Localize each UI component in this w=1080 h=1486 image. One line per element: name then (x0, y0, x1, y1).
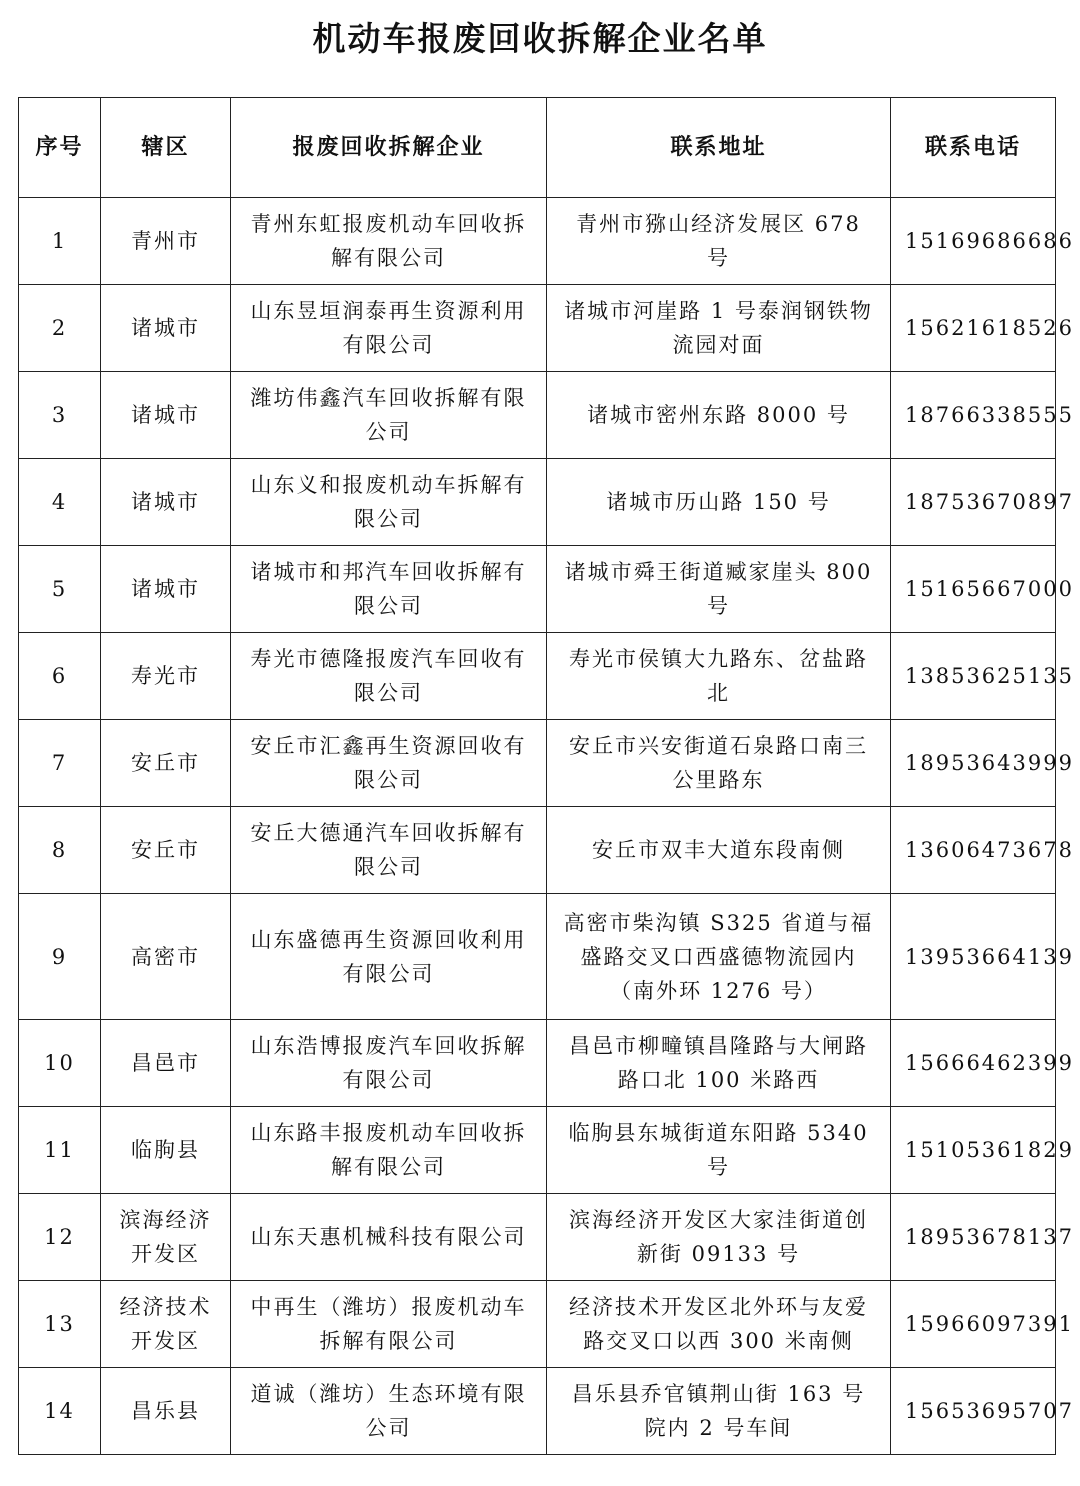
cell-address: 诸城市河崖路 1 号泰润钢铁物流园对面 (547, 285, 891, 372)
cell-serial-number: 10 (19, 1020, 101, 1107)
header-address: 联系地址 (547, 98, 891, 198)
cell-serial-number: 14 (19, 1368, 101, 1455)
cell-district: 诸城市 (101, 546, 231, 633)
cell-serial-number: 11 (19, 1107, 101, 1194)
table-row (19, 546, 1056, 633)
company-roster-table (18, 97, 1074, 1455)
cell-serial-number: 2 (19, 285, 101, 372)
table-row (19, 807, 1056, 894)
cell-address: 寿光市侯镇大九路东、岔盐路北 (547, 633, 891, 720)
cell-district: 诸城市 (101, 285, 231, 372)
cell-company: 山东昱垣润泰再生资源利用有限公司 (231, 285, 547, 372)
cell-phone: 18753670897 (891, 459, 1056, 546)
cell-company: 道诚（潍坊）生态环境有限公司 (231, 1368, 547, 1455)
document-title: 机动车报废回收拆解企业名单 (312, 19, 768, 58)
cell-serial-number: 6 (19, 633, 101, 720)
cell-phone: 15653695707 (891, 1368, 1056, 1455)
cell-address: 诸城市密州东路 8000 号 (547, 372, 891, 459)
cell-serial-number: 12 (19, 1194, 101, 1281)
cell-district: 安丘市 (101, 720, 231, 807)
table-row (19, 633, 1056, 720)
cell-company: 山东天惠机械科技有限公司 (231, 1194, 547, 1281)
cell-serial-number: 8 (19, 807, 101, 894)
cell-district: 经济技术开发区 (101, 1281, 231, 1368)
cell-district: 诸城市 (101, 459, 231, 546)
cell-serial-number: 4 (19, 459, 101, 546)
cell-phone: 18953678137 (891, 1194, 1056, 1281)
table-header-row (19, 98, 1056, 198)
header-serial-number: 序号 (19, 98, 101, 198)
cell-phone: 13953664139 (891, 894, 1056, 1020)
cell-company: 安丘市汇鑫再生资源回收有限公司 (231, 720, 547, 807)
cell-phone: 15966097391 (891, 1281, 1056, 1368)
cell-address: 诸城市历山路 150 号 (547, 459, 891, 546)
table-row (19, 720, 1056, 807)
cell-company: 山东浩博报废汽车回收拆解有限公司 (231, 1020, 547, 1107)
cell-phone: 13853625135 (891, 633, 1056, 720)
cell-address: 滨海经济开发区大家洼街道创新街 09133 号 (547, 1194, 891, 1281)
table-row (19, 1020, 1056, 1107)
cell-district: 青州市 (101, 198, 231, 285)
cell-address: 安丘市双丰大道东段南侧 (547, 807, 891, 894)
cell-address: 青州市猕山经济发展区 678 号 (547, 198, 891, 285)
cell-phone: 15621618526 (891, 285, 1056, 372)
cell-serial-number: 3 (19, 372, 101, 459)
table-row (19, 285, 1056, 372)
cell-district: 寿光市 (101, 633, 231, 720)
cell-address: 诸城市舜王街道臧家崖头 800 号 (547, 546, 891, 633)
cell-company: 青州东虹报废机动车回收拆解有限公司 (231, 198, 547, 285)
cell-company: 诸城市和邦汽车回收拆解有限公司 (231, 546, 547, 633)
cell-phone: 18766338555 (891, 372, 1056, 459)
table-row (19, 459, 1056, 546)
cell-phone: 15169686686 (891, 198, 1056, 285)
cell-district: 安丘市 (101, 807, 231, 894)
table-row (19, 1107, 1056, 1194)
cell-district: 昌乐县 (101, 1368, 231, 1455)
cell-serial-number: 13 (19, 1281, 101, 1368)
cell-district: 高密市 (101, 894, 231, 1020)
cell-serial-number: 5 (19, 546, 101, 633)
cell-company: 山东义和报废机动车拆解有限公司 (231, 459, 547, 546)
cell-district: 昌邑市 (101, 1020, 231, 1107)
table-row (19, 1368, 1056, 1455)
cell-address: 安丘市兴安街道石泉路口南三公里路东 (547, 720, 891, 807)
table-row (19, 894, 1056, 1020)
table-row (19, 1281, 1056, 1368)
cell-address: 昌乐县乔官镇荆山街 163 号院内 2 号车间 (547, 1368, 891, 1455)
table-row (19, 372, 1056, 459)
table-row (19, 1194, 1056, 1281)
cell-phone: 18953643999 (891, 720, 1056, 807)
cell-address: 高密市柴沟镇 S325 省道与福盛路交叉口西盛德物流园内（南外环 1276 号） (547, 894, 891, 1020)
cell-company: 寿光市德隆报废汽车回收有限公司 (231, 633, 547, 720)
header-phone: 联系电话 (891, 98, 1056, 198)
header-company: 报废回收拆解企业 (231, 98, 547, 198)
cell-company: 山东路丰报废机动车回收拆解有限公司 (231, 1107, 547, 1194)
cell-phone: 15105361829 (891, 1107, 1056, 1194)
cell-district: 诸城市 (101, 372, 231, 459)
cell-company: 安丘大德通汽车回收拆解有限公司 (231, 807, 547, 894)
cell-phone: 15165667000 (891, 546, 1056, 633)
cell-district: 滨海经济开发区 (101, 1194, 231, 1281)
cell-serial-number: 9 (19, 894, 101, 1020)
header-district: 辖区 (101, 98, 231, 198)
cell-phone: 15666462399 (891, 1020, 1056, 1107)
cell-address: 昌邑市柳疃镇昌隆路与大闸路路口北 100 米路西 (547, 1020, 891, 1107)
cell-company: 潍坊伟鑫汽车回收拆解有限公司 (231, 372, 547, 459)
cell-serial-number: 7 (19, 720, 101, 807)
cell-address: 经济技术开发区北外环与友爱路交叉口以西 300 米南侧 (547, 1281, 891, 1368)
cell-company: 中再生（潍坊）报废机动车拆解有限公司 (231, 1281, 547, 1368)
table-row (19, 198, 1056, 285)
cell-phone: 13606473678 (891, 807, 1056, 894)
cell-address: 临朐县东城街道东阳路 5340 号 (547, 1107, 891, 1194)
cell-serial-number: 1 (19, 198, 101, 285)
cell-district: 临朐县 (101, 1107, 231, 1194)
cell-company: 山东盛德再生资源回收利用有限公司 (231, 894, 547, 1020)
